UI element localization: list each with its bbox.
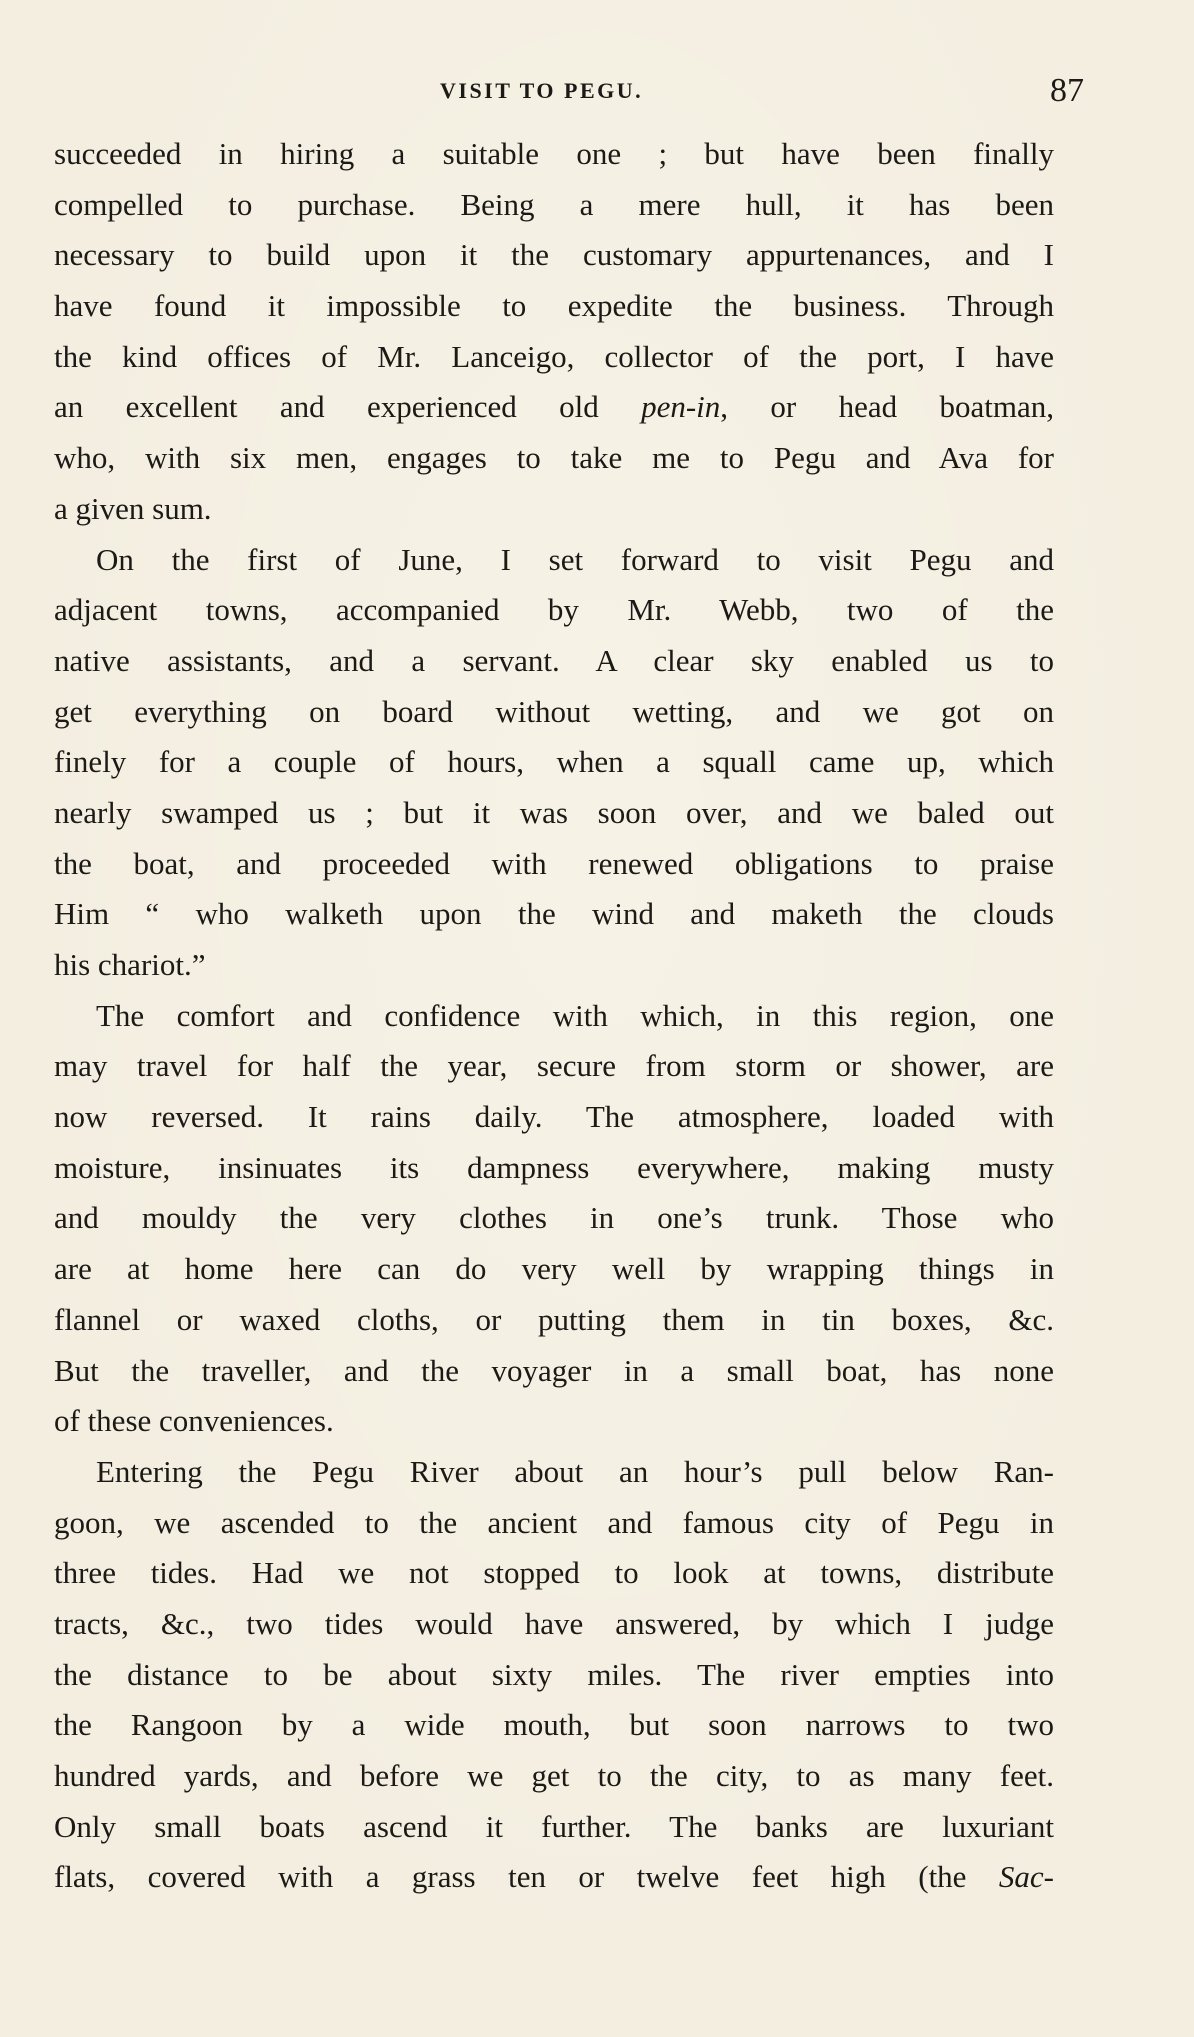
text-line: who, with six men, engages to take me to Pegu and Ava for: [54, 440, 1054, 476]
text-line: Only small boats ascend it further. The banks are luxuriant: [54, 1808, 1054, 1844]
text-line: are at home here can do very well by wrapping things in: [54, 1251, 1054, 1287]
text-line: compelled to purchase. Being a mere hull, it has been: [54, 186, 1054, 222]
text-line: the kind offices of Mr. Lanceigo, collector of the port, I have: [54, 338, 1054, 374]
running-head: [0, 72, 1194, 112]
text-line: hundred yards, and before we get to the city, to as many feet.: [54, 1758, 1054, 1793]
text-line: [54, 1852, 1054, 1903]
text-line: moisture, insinuates its dampness everywhere, making musty: [54, 1149, 1054, 1185]
text-line: On the first of June, I set forward to visit Pegu and: [96, 541, 1054, 577]
text-line: finely for a couple of hours, when a squall came up, which: [54, 744, 1054, 780]
text-line: have found it impossible to expedite the business. Through: [54, 288, 1054, 324]
text-line: now reversed. It rains daily. The atmosphere, loaded with: [54, 1099, 1054, 1135]
text-line: nearly swamped us ; but it was soon over, and we baled out: [54, 794, 1054, 830]
text-segment: an excellent and experienced old: [54, 389, 642, 425]
paragraph: [54, 535, 1054, 991]
paragraph: [54, 129, 1054, 535]
text-line: the Rangoon by a wide mouth, but soon narrows to two: [54, 1707, 1054, 1743]
text-line: get everything on board without wetting, and we got on: [54, 693, 1054, 729]
text-line: and mouldy the very clothes in one’s trunk. Those who: [54, 1200, 1054, 1236]
text-line: adjacent towns, accompanied by Mr. Webb, two of the: [54, 592, 1054, 628]
text-segment: , or head boatman,: [720, 389, 1054, 425]
paragraph: [54, 991, 1054, 1447]
text-line: Him “ who walketh upon the wind and maketh the clouds: [54, 896, 1054, 932]
text-line: goon, we ascended to the ancient and famous city of Pegu in: [54, 1504, 1054, 1540]
text-line: native assistants, and a servant. A clear sky enabled us to: [54, 642, 1054, 678]
text-segment: flats, covered with a grass ten or twelve feet high (the: [54, 1859, 999, 1895]
text-line: the distance to be about sixty miles. The river empties into: [54, 1656, 1054, 1692]
text-line: may travel for half the year, secure from storm or shower, are: [54, 1048, 1054, 1084]
text-line: But the traveller, and the voyager in a small boat, has none: [54, 1352, 1054, 1388]
body-text: [54, 129, 1054, 1903]
text-line: his chariot.”: [54, 947, 206, 982]
text-line: [54, 382, 1054, 433]
italic-term: pen-in: [641, 389, 721, 425]
text-line: succeeded in hiring a suitable one ; but have been finally: [54, 136, 1054, 171]
text-line: tracts, &c., two tides would have answered, by which I judge: [54, 1605, 1054, 1641]
text-line: three tides. Had we not stopped to look at towns, distribute: [54, 1555, 1054, 1591]
page-number: 87: [1050, 72, 1084, 109]
paragraph: [54, 1447, 1054, 1903]
text-line: of these conveniences.: [54, 1403, 334, 1439]
running-title: VISIT TO PEGU.: [440, 78, 644, 103]
text-line: Entering the Pegu River about an hour’s pull below Ran-: [96, 1453, 1054, 1489]
text-line: necessary to build upon it the customary appurtenances, and I: [54, 237, 1054, 273]
text-line: The comfort and confidence with which, in this region, one: [96, 997, 1054, 1033]
text-line: the boat, and proceeded with renewed obligations to praise: [54, 845, 1054, 881]
text-line: a given sum.: [54, 490, 212, 526]
italic-term: Sac-: [998, 1859, 1054, 1895]
text-line: flannel or waxed cloths, or putting them in tin boxes, &c.: [54, 1301, 1054, 1337]
